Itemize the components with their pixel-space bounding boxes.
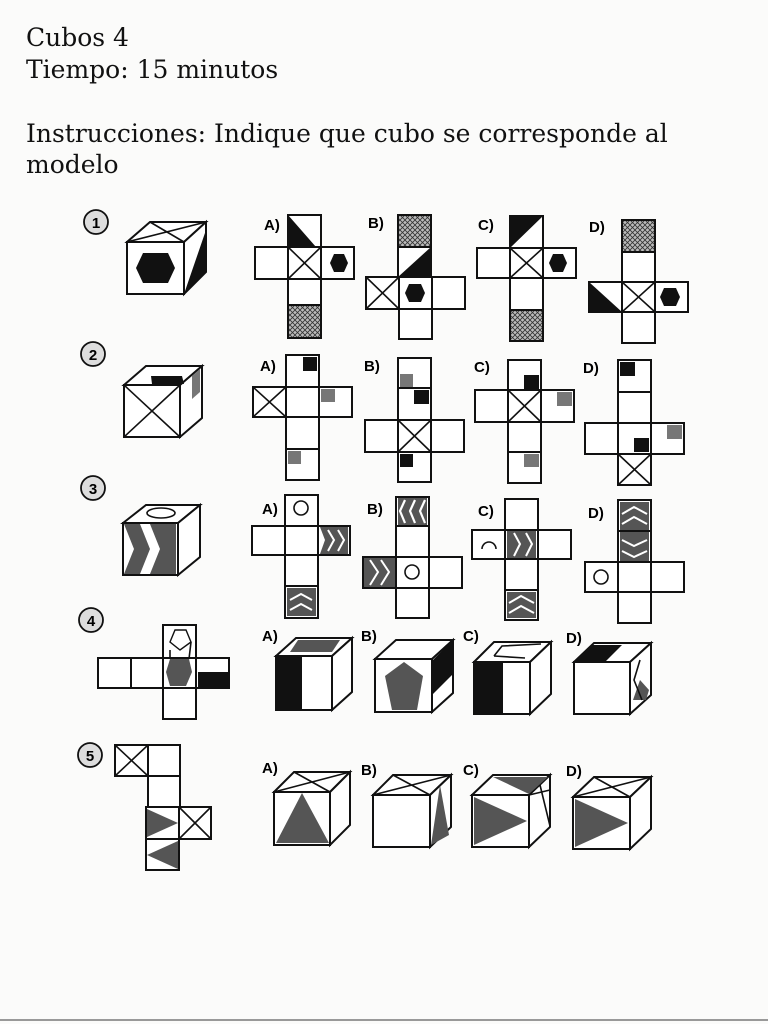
option-3d[interactable] [585, 500, 684, 623]
page-title: Cubos 4 [26, 23, 129, 52]
svg-text:1: 1 [91, 215, 101, 232]
svg-text:D): D) [583, 360, 599, 377]
svg-text:D): D) [589, 219, 605, 236]
option-5d[interactable] [566, 763, 651, 849]
option-5a[interactable] [262, 760, 350, 845]
svg-text:C): C) [478, 217, 494, 234]
question-number-1 [84, 210, 108, 234]
option-2c[interactable] [474, 359, 574, 483]
option-1c[interactable] [477, 216, 576, 341]
question-number-2 [81, 342, 105, 366]
option-2d[interactable] [583, 360, 684, 485]
instructions: Instrucciones: Indique que cubo se corresponde al modelo [26, 119, 668, 179]
question-2 [81, 342, 684, 485]
svg-text:5: 5 [85, 748, 95, 765]
question-number-5 [78, 743, 102, 767]
svg-text:D): D) [566, 763, 582, 780]
question-4 [79, 608, 651, 719]
question-number-4 [79, 608, 103, 632]
option-5c[interactable] [463, 762, 550, 847]
svg-text:D): D) [566, 630, 582, 647]
question-1 [84, 210, 688, 343]
time-limit: Tiempo: 15 minutos [26, 55, 279, 84]
svg-text:3: 3 [88, 481, 98, 498]
svg-text:B): B) [361, 628, 377, 645]
svg-text:B): B) [361, 762, 377, 779]
option-3a[interactable] [252, 495, 350, 618]
option-3c[interactable] [472, 499, 571, 620]
option-1a[interactable] [255, 215, 354, 338]
option-1b[interactable] [366, 215, 465, 339]
model-net-4 [98, 625, 229, 719]
option-2a[interactable] [253, 355, 352, 480]
option-4a[interactable] [262, 628, 352, 710]
svg-text:B): B) [367, 501, 383, 518]
model-cube-3 [123, 505, 200, 575]
svg-text:C): C) [478, 503, 494, 520]
model-cube-2 [124, 366, 202, 437]
svg-text:C): C) [474, 359, 490, 376]
svg-text:B): B) [364, 358, 380, 375]
option-1d[interactable] [589, 219, 688, 343]
option-4d[interactable] [566, 630, 651, 714]
option-2b[interactable] [364, 358, 464, 482]
option-4b[interactable] [361, 628, 453, 712]
svg-text:A): A) [262, 501, 278, 518]
question-3 [81, 476, 684, 623]
question-5 [78, 743, 651, 870]
model-net-5 [115, 745, 211, 870]
model-cube-1 [127, 222, 206, 294]
svg-text:A): A) [262, 628, 278, 645]
question-number-3 [81, 476, 105, 500]
svg-text:B): B) [368, 215, 384, 232]
svg-text:A): A) [264, 217, 280, 234]
option-5b[interactable] [361, 762, 451, 847]
option-3b[interactable] [363, 497, 462, 618]
svg-text:D): D) [588, 505, 604, 522]
option-4c[interactable] [463, 628, 551, 714]
svg-text:2: 2 [88, 347, 98, 364]
svg-text:4: 4 [86, 613, 96, 630]
svg-text:C): C) [463, 628, 479, 645]
svg-text:A): A) [260, 358, 276, 375]
svg-text:A): A) [262, 760, 278, 777]
svg-text:C): C) [463, 762, 479, 779]
